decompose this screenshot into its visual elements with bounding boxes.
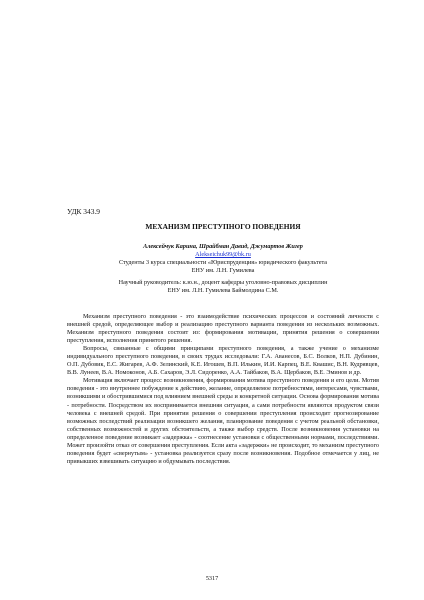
paragraph-1: Механизм преступного поведения - это взаимодействие психических процессов и состояний личности с внешней средой, определяющее выбор и реализацию преступного варианта поведения из нескольких возможных. Механизм преступного поведения состоит из: формирования мотивации, принятия решения о совершении преступления, исполнения принятого решения. — [67, 313, 379, 345]
authors: Алексейчук Карина, Шрайбман Давид, Джумартов Жигер — [143, 243, 303, 250]
page-number: 5317 — [205, 575, 219, 582]
udk-code: УДК 343.9 — [67, 207, 100, 216]
author-block — [67, 243, 379, 296]
author-email-link[interactable]: Alekseichuk99@bk.ru — [195, 251, 251, 259]
supervisor-line-1: Научный руководитель: к.ю.н., доцент кафедры уголовно-правовых дисциплин — [118, 279, 328, 287]
paragraph-2: Вопросы, связанные с общими принципами преступного поведения, а также учение о механизме индивидуального преступного поведения, в своих трудах исследовали: Г.А. Аванесов, Б.С. Волков, Н.П. Дубинин, О.П. Дубовик, Е.С. Жигарев, А.Ф. Зелинский, К.Е. Игошев, В.П. Илькин, И.И. Карпец, В.Е. Квашис, В.Н. Кудрявцев, В.В. Лунеев, В.А. Номоконов, А.Б. Сахаров, Э.Л. Сидоренко, А.А. Тайбаков, В.А. Щербаков, В.Е. Эминов и др. — [67, 345, 379, 377]
article-title: МЕХАНИЗМ ПРЕСТУПНОГО ПОВЕДЕНИЯ — [145, 222, 301, 231]
affiliation-line-2: ЕНУ им. Л.Н. Гумилева — [191, 267, 255, 275]
affiliation-line-1: Студенты 3 курса специальности «Юриспруденция» юридического факультета — [119, 259, 327, 267]
paragraph-3: Мотивация включает процесс возникновения, формирования мотива преступного поведения и его цели. Мотив поведения - это внутреннее побуждение к действию, желание, определяемое потребностями, интересами, чувствами, возникшими и обострившимися под влиянием внешней среды и конкретной ситуации. Основа формирования мотива - потребности. Посредством их воспринимается внешняя ситуация, а сами потребности являются продуктом связи человека с внешней средой. При принятии решения о совершении преступления происходит прогнозирование возможных последствий реализации возникшего желания, планирование поведения с учетом реальной обстановки, собственных возможностей и других обстоятельств, а также выбор средств. После возникновения установки на определенное поведение возникает «задержка» - соотнесение установки с общественными нормами, последствиями. Может произойти отказ от совершения преступления. Если акта «задержки» не происходит, то механизм преступного поведения будет «свернутым» - установка реализуется сразу после возникновения. Подобное отмечается у лиц, не привыкших взвешивать ситуацию и обдумывать последствия. — [67, 377, 379, 465]
supervisor-line-2: ЕНУ им. Л.Н. Гумилева Баймолдина С.М. — [167, 287, 279, 295]
article-body — [67, 313, 379, 466]
